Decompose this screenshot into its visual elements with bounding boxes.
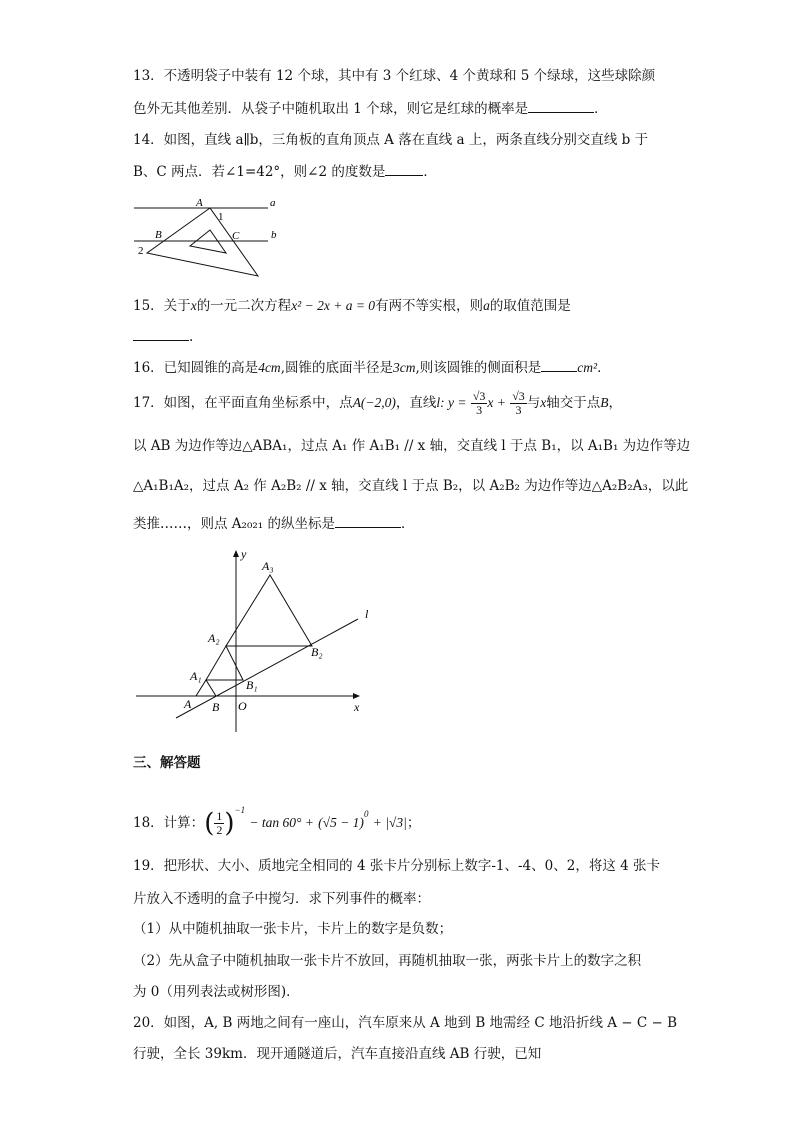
q15-a: a xyxy=(483,298,490,313)
q17-B: B xyxy=(600,395,609,410)
q18-end: ； xyxy=(406,815,421,831)
q17-figure xyxy=(130,546,380,736)
label-A3: A₃ xyxy=(262,559,274,573)
triangle-3 xyxy=(226,575,312,646)
label-2: 2 xyxy=(138,245,144,257)
q16-text-3: ,则该圆锥的侧面积是 xyxy=(415,360,542,376)
q18-line xyxy=(133,790,420,844)
triangle-2 xyxy=(206,646,243,680)
q13-line1: 13．不透明袋子中装有 12 个球，其中有 3 个红球、4 个黄球和 5 个绿球，这些球除颜 xyxy=(133,68,656,84)
q19-line5: 为 0（用列表法或树形图)． xyxy=(133,984,300,1000)
q16-radius: 3cm xyxy=(392,360,416,375)
q14-text: B、C 两点．若∠1=42°，则∠2 的度数是 xyxy=(133,164,386,180)
q15-text-3: 有两不等实根，则 xyxy=(375,298,484,314)
q15-line1 xyxy=(133,297,571,315)
line-l xyxy=(176,619,358,718)
q17-line1 xyxy=(133,386,622,420)
q18-exp-0: 0 xyxy=(363,809,369,819)
q16-line xyxy=(133,359,611,377)
label-A1: A₁ xyxy=(190,669,202,683)
q16-text-1: 16．已知圆锥的高是 xyxy=(133,360,259,376)
q14-line1: 14．如图，直线 a∥b，三角板的直角顶点 A 落在直线 a 上，两条直线分别交直线 b 于 xyxy=(133,132,649,148)
q18-exp-neg1: −1 xyxy=(234,805,246,815)
label-1: 1 xyxy=(218,211,224,223)
q19-line4: （2）先从盒子中随机抽取一张卡片不放回，再随机抽取一张，两张卡片上的数字之积 xyxy=(133,953,642,969)
q16-height: 4cm xyxy=(258,360,281,375)
q18-text: 18．计算： xyxy=(133,815,205,831)
q17-line-eq: l: y = xyxy=(436,395,467,410)
q14-end: ． xyxy=(423,164,437,180)
q14-line2 xyxy=(133,163,437,181)
q17-text-4: 轴交于点 xyxy=(546,395,601,411)
q20-line1: 20．如图，A, B 两地之间有一座山，汽车原来从 A 地到 B 地需经 C 地沿折线 A − C − B xyxy=(133,1015,678,1031)
q17-text-6: 类推……，则点 A₂₀₂₁ 的纵坐标是 xyxy=(133,516,335,532)
q19-line2: 片放入不透明的盒子中搅匀．求下列事件的概率： xyxy=(133,891,430,907)
label-A: A xyxy=(184,697,192,711)
q15-line2 xyxy=(133,328,193,346)
q18-tan: − tan 60° + xyxy=(249,815,314,830)
label-l: l xyxy=(365,607,369,621)
frac-denominator: 2 xyxy=(216,823,223,837)
q15-x: x xyxy=(190,298,197,313)
q15-end: . xyxy=(189,329,194,345)
label-a: a xyxy=(270,197,276,209)
q13-line2 xyxy=(133,100,608,118)
q17-end: ． xyxy=(400,516,415,532)
q16-unit: cm² xyxy=(577,360,598,375)
label-B1: B₁ xyxy=(246,678,258,692)
q17-frac-1 xyxy=(471,390,488,417)
label-y: y xyxy=(241,547,247,561)
q17-text-3: 与 xyxy=(526,395,541,411)
q20-line2: 行驶，全长 39km．现开通隧道后，汽车直接沿直线 AB 行驶，已知 xyxy=(133,1046,542,1062)
q19-line1: 19．把形状、大小、质地完全相同的 4 张卡片分别标上数字-1、-4、0、2，将这 4 张卡 xyxy=(133,858,660,874)
frac-numerator: √3 xyxy=(472,389,486,403)
q17-x-axis: x xyxy=(540,395,547,410)
frac-numerator: √3 xyxy=(512,389,525,403)
label-x: x xyxy=(354,700,360,714)
q17-line4 xyxy=(133,515,414,533)
q17-line3: △A₁B₁A₂，过点 A₂ 作 A₂B₂ // x 轴，交直线 l 于点 B₂，以 A₂B₂ 为边作等边△A₂B₂A₃，以此 xyxy=(133,478,689,494)
label-b: b xyxy=(271,229,277,241)
answer-blank[interactable] xyxy=(385,163,423,176)
q15-equation: x² − 2x + a = 0 xyxy=(291,298,376,313)
q18-sqrt5: (√5 − 1) xyxy=(318,815,364,830)
q17-text-5: ， xyxy=(608,395,623,411)
q13-text: 色外无其他差别．从袋子中随机取出 1 个球，则它是红球的概率是 xyxy=(133,101,529,117)
label-A2: A₂ xyxy=(208,631,220,645)
answer-blank[interactable] xyxy=(335,515,401,528)
frac-denominator: 3 xyxy=(515,403,522,417)
q17-text-1: 17．如图，在平面直角坐标系中，点 xyxy=(133,395,353,411)
label-B: B xyxy=(212,700,220,714)
label-B2: B₂ xyxy=(311,645,323,659)
frac-denominator: 3 xyxy=(476,403,483,417)
q18-half xyxy=(214,810,224,837)
close-paren: ) xyxy=(224,808,235,839)
q15-text-1: 15．关于 xyxy=(133,298,191,314)
label-O: O xyxy=(238,699,247,713)
q17-text-2: ，直线 xyxy=(395,395,437,411)
q19-line3: （1）从中随机抽取一张卡片，卡片上的数字是负数； xyxy=(133,921,453,937)
x-axis-arrow xyxy=(353,693,360,699)
label-B: B xyxy=(155,229,162,241)
y-axis-arrow xyxy=(233,550,239,557)
q16-text-2: ,圆锥的底面半径是 xyxy=(280,360,393,376)
section-heading: 三、解答题 xyxy=(133,755,201,771)
label-A: A xyxy=(196,197,203,209)
label-C: C xyxy=(232,230,240,242)
q17-xterm: x + xyxy=(487,395,506,410)
q17-point-A: A(−2,0) xyxy=(352,395,396,410)
answer-blank[interactable] xyxy=(133,328,189,341)
answer-blank[interactable] xyxy=(528,100,594,113)
q13-end: ． xyxy=(594,101,608,117)
triangle-outer xyxy=(147,208,258,276)
q17-line2: 以 AB 为边作等边△ABA₁，过点 A₁ 作 A₁B₁ // x 轴，交直线 l 于点 B₁，以 A₁B₁ 为边作等边 xyxy=(133,438,691,454)
q15-text-4: 的取值范围是 xyxy=(489,298,571,314)
q15-text-2: 的一元二次方程 xyxy=(196,298,292,314)
q16-end: ． xyxy=(597,360,611,376)
q17-frac-2 xyxy=(510,390,527,417)
q14-figure xyxy=(130,192,290,282)
frac-numerator: 1 xyxy=(216,809,223,823)
open-paren: ( xyxy=(204,808,215,839)
q18-abs: + |√3| xyxy=(372,815,407,830)
answer-blank[interactable] xyxy=(541,359,577,372)
